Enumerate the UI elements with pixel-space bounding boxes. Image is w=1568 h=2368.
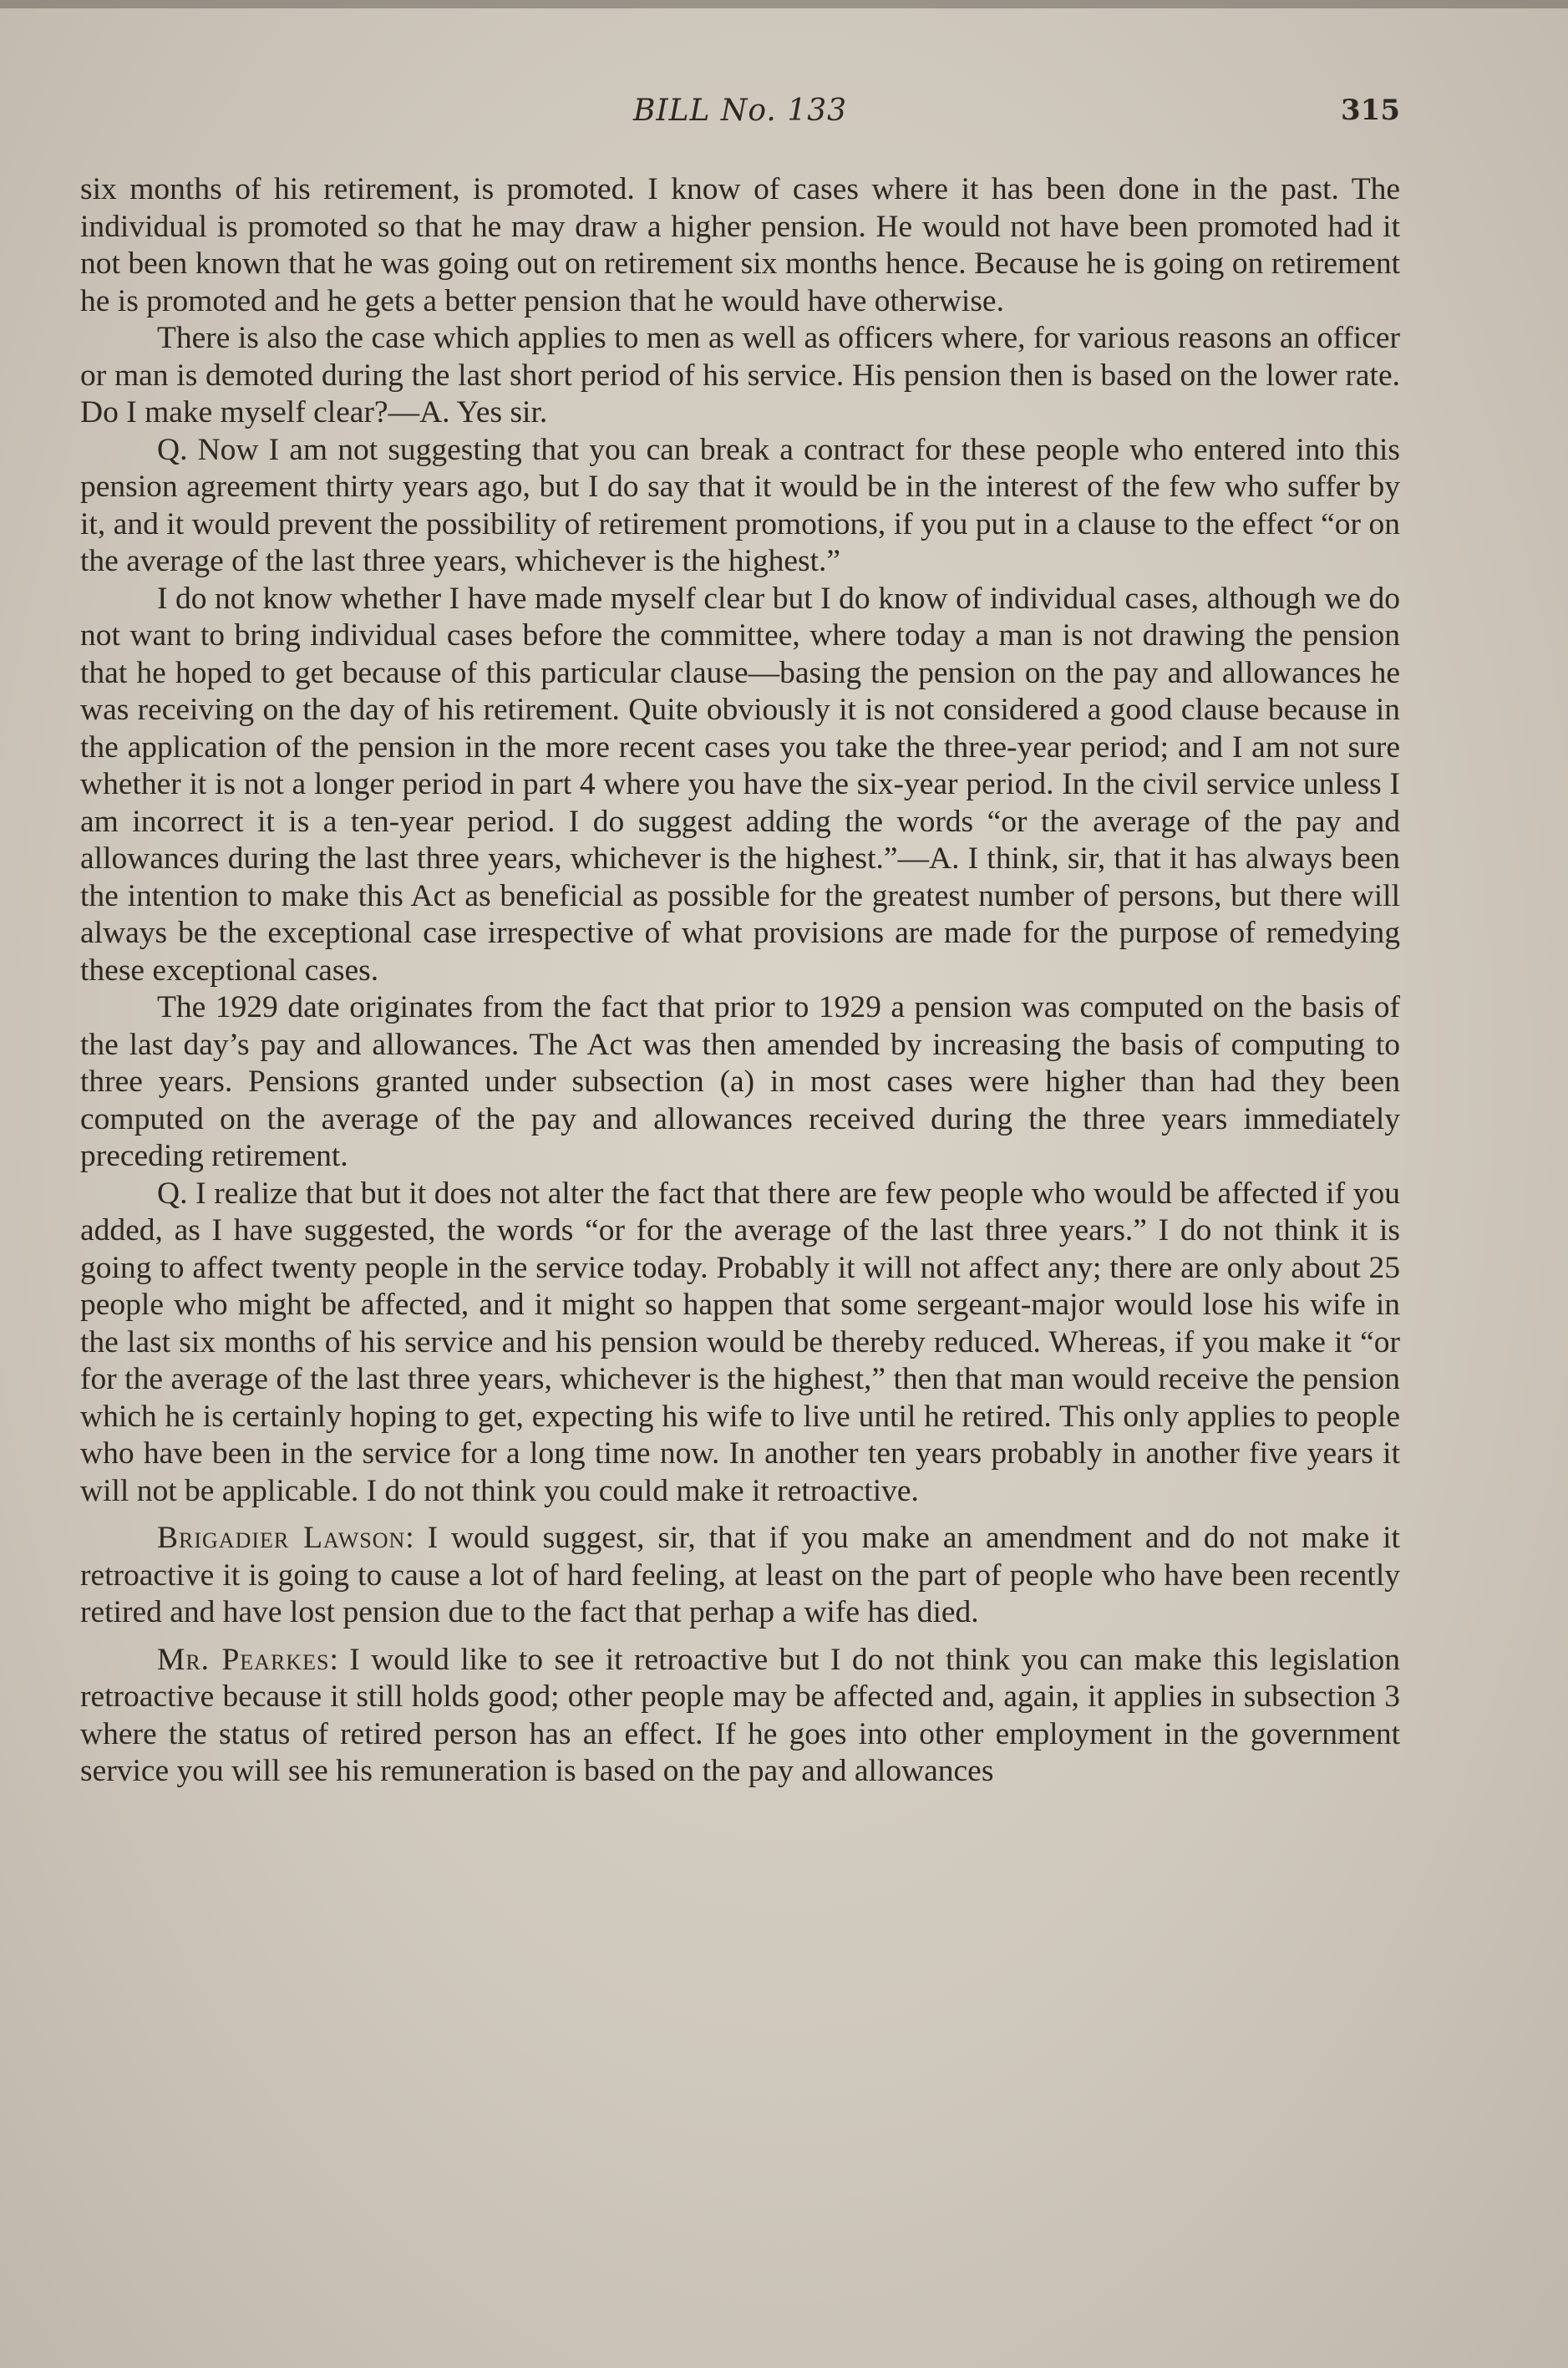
paragraph-7 (80, 1520, 1400, 1632)
page-top-edge (0, 0, 1568, 8)
paragraph-5: The 1929 date originates from the fact that prior to 1929 a pension was computed on the basis of the last day’s pay and allowances. The Act was then amended by increasing the basis of computing to three years. Pensions granted under subsection (a) in most cases were higher than had they been computed on the average of the pay and allowances received during the three years immediately preceding retirement. (80, 990, 1400, 1173)
paragraph-2: There is also the case which applies to men as well as officers where, for various reasons an officer or man is demoted during the last short period of his service. His pension then is based on the lower rate. Do I make myself clear?—A. Yes sir. (80, 321, 1400, 429)
body-text (80, 171, 1400, 1791)
paragraph-8 (80, 1642, 1400, 1791)
speech-text: : I would suggest, sir, that if you make an amendment and do not make it retroactive it is going to cause a lot of hard feeling, at least on the part of people who have been recently retired and have lost pension due to the fact that perhap a wife has died. (80, 1521, 1400, 1629)
paragraph-6: Q. I realize that but it does not alter the fact that there are few people who would be affected if you added, as I have suggested, the words “or for the average of the last three years.” I do not think it is going to affect twenty people in the service today. Probably it will not affect any; there are only about 25 people who might be affected, and it might so happen that some sergeant-major would lose his wife in the last six months of his service and his pension would be thereby reduced. Whereas, if you make it “or for the average of the last three years, whichever is the highest,” then that man would receive the pension which he is certainly hoping to get, expecting his wife to live until he retired. This only applies to people who have been in the service for a long time now. In another ten years probably in another five years it will not be applicable. I do not think you could make it retroactive. (80, 1176, 1400, 1508)
paragraph-4: I do not know whether I have made myself clear but I do know of individual cases, although we do not want to bring individual cases before the committee, where today a man is not drawing the pension that he hoped to get because of this particular clause—basing the pension on the pay and allowances he was receiving on the day of his retirement. Quite obviously it is not considered a good clause because in the application of the pension in the more recent cases you take the three-year period; and I am not sure whether it is not a longer period in part 4 where you have the six-year period. In the civil service unless I am incorrect it is a ten-year period. I do suggest adding the words “or the average of the pay and allowances during the last three years, whichever is the highest.”—A. I think, sir, that it has always been the intention to make this Act as beneficial as possible for the greatest number of persons, but there will always be the exceptional case irrespective of what provisions are made for the purpose of remedying these exceptional cases. (80, 581, 1400, 988)
paragraph-1: six months of his retirement, is promoted. I know of cases where it has been done in the past. The individual is promoted so that he may draw a higher pension. He would not have been promoted had it not been known that he was going out on retirement six months hence. Because he is going on retirement he is promoted and he gets a better pension that he would have otherwise. (80, 172, 1400, 318)
speaker-name: Brigadier Lawson (157, 1521, 406, 1555)
speaker-name: Mr. Pearkes (157, 1642, 330, 1677)
page-header (80, 94, 1400, 144)
paragraph-3: Q. Now I am not suggesting that you can break a contract for these people who entered into this pension agreement thirty years ago, but I do say that it would be in the interest of the few who suffer by it, and it would prevent the possibility of retirement promotions, if you put in a clause to the effect “or on the average of the last three years, whichever is the highest.” (80, 432, 1400, 578)
running-head: BILL No. 133 (632, 94, 848, 128)
speech-text: : I would like to see it retroactive but I do not think you can make this legislation retroactive because it still holds good; other people may be affected and, again, it applies in subsection 3 where the status of retired person has an effect. If he goes into other employment in the government service you will see his remuneration is based on the pay and allowances (80, 1642, 1400, 1788)
page-number: 315 (1341, 94, 1400, 127)
